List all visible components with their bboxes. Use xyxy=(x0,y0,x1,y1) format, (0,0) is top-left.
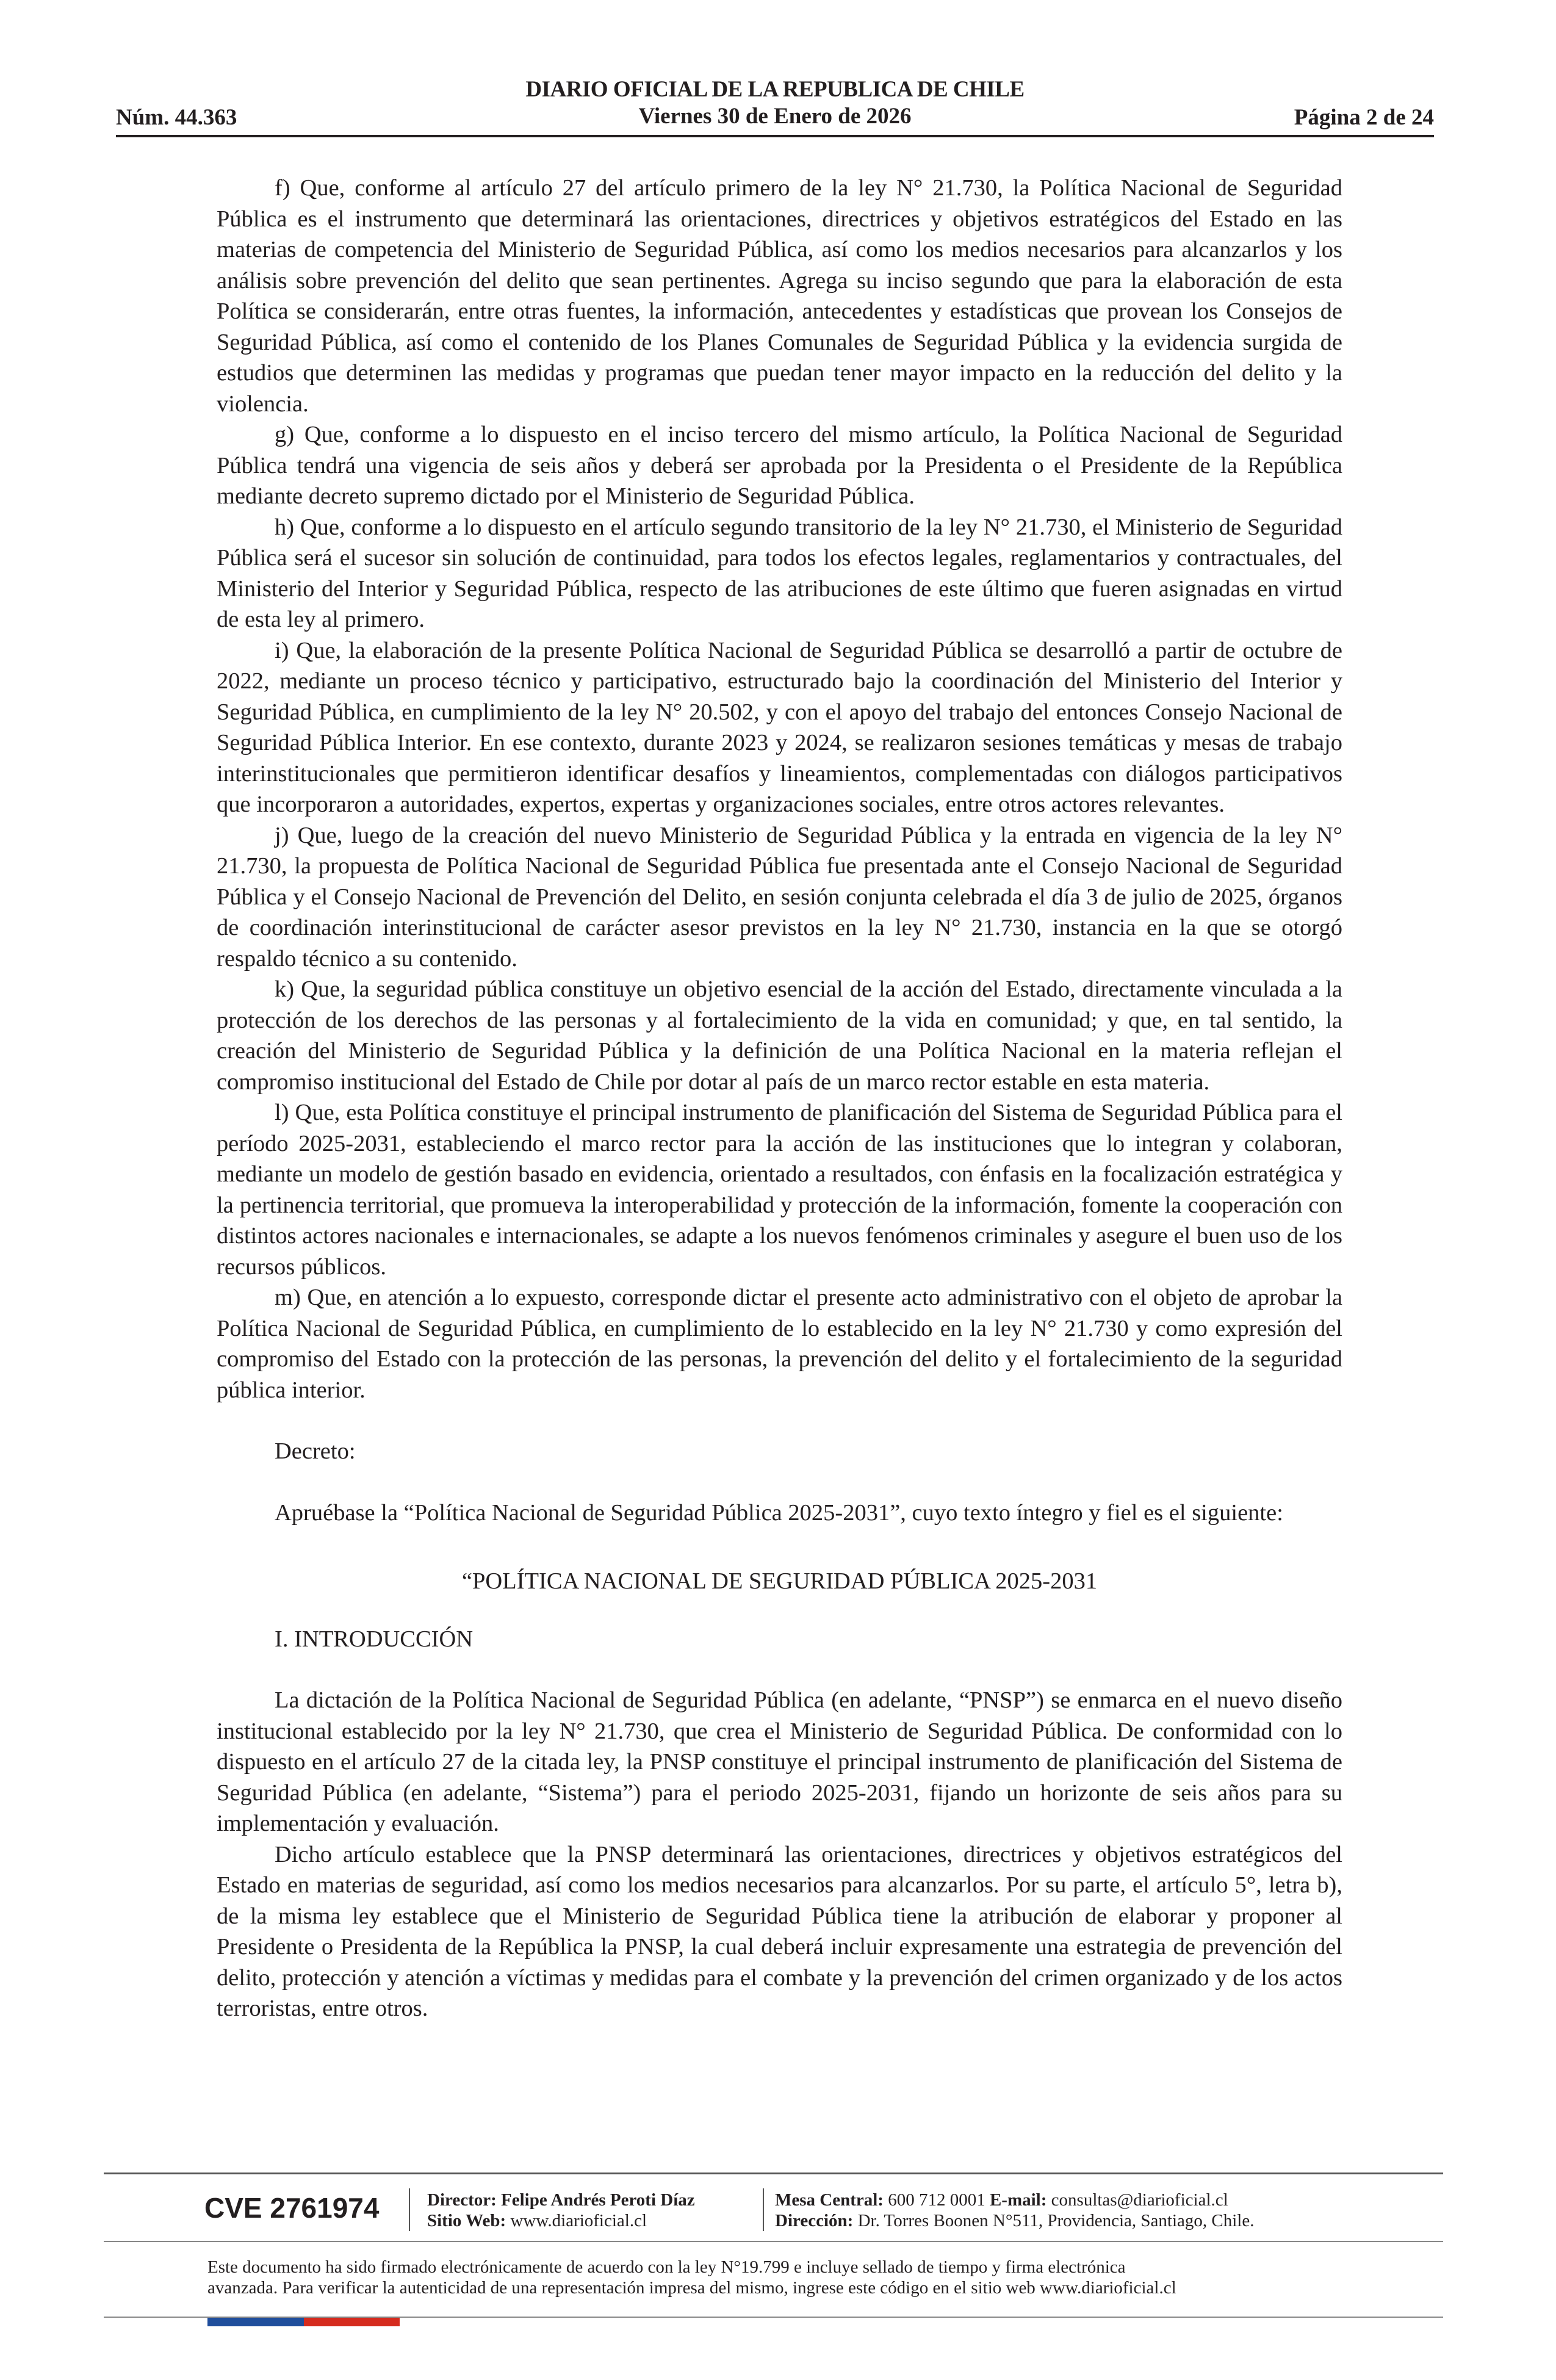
decreto-label: Decreto: xyxy=(275,1438,356,1464)
signature-note xyxy=(207,2257,1428,2298)
document-body xyxy=(217,173,1342,2024)
paragraph-k: k) Que, la seguridad pública constituye un objetivo esencial de la acción del Estado, directamente vinculada a la protección de los derechos de las personas y al fortalecimiento de la vida en comunidad; y que, en tal sentido, la creación del Ministerio de Seguridad Pública y la definición de una Política Nacional en la materia reflejan el compromiso institucional del Estado de Chile por dotar al país de un marco rector estable en esta materia. xyxy=(217,976,1342,1095)
address-label: Dirección: xyxy=(775,2211,854,2230)
flag-blue-segment xyxy=(207,2318,304,2326)
director-label: Director: xyxy=(427,2190,497,2210)
signature-note-line: avanzada. Para verificar la autenticidad de una representación impresa del mismo, ingrese este código en el sitio web www.diarioficial.cl xyxy=(207,2278,1176,2298)
footer-top-rule xyxy=(104,2173,1443,2174)
page-header xyxy=(116,76,1434,143)
cve-code: CVE 2761974 xyxy=(204,2192,380,2224)
issue-date: Viernes 30 de Enero de 2026 xyxy=(638,104,912,129)
section-heading: I. INTRODUCCIÓN xyxy=(275,1626,474,1652)
footer-separator xyxy=(763,2188,764,2231)
page-number: Página 2 de 24 xyxy=(1294,105,1434,130)
web-label: Sitio Web: xyxy=(427,2211,506,2230)
newspaper-title: DIARIO OFICIAL DE LA REPUBLICA DE CHILE xyxy=(525,77,1025,102)
footer-contact-block xyxy=(775,2190,1254,2231)
paragraph-i: i) Que, la elaboración de la presente Política Nacional de Seguridad Pública se desarrolló a partir de octubre de 2022, mediante un proceso técnico y participativo, estructurado bajo la coordinación del Ministerio del Interior y Seguridad Pública, en cumplimiento de la ley N° 20.502, y con el apoyo del trabajo del entonces Consejo Nacional de Seguridad Pública Interior. En ese contexto, durante 2023 y 2024, se realizaron sesiones temáticas y mesas de trabajo interinstitucionales que permitieron identificar desafíos y lineamientos, complementadas con diálogos participativos que incorporaron a autoridades, expertos, expertas y organizaciones sociales, entre otros actores relevantes. xyxy=(217,637,1342,817)
page-footer xyxy=(104,2173,1443,2356)
policy-title: “POLÍTICA NACIONAL DE SEGURIDAD PÚBLICA 2025-2031 xyxy=(461,1568,1098,1594)
intro-paragraph-1: La dictación de la Política Nacional de Seguridad Pública (en adelante, “PNSP”) se enmarca en el nuevo diseño institucional establecido por la ley N° 21.730, que crea el Ministerio de Seguridad Pública. De conformidad con lo dispuesto en el artículo 27 de la citada ley, la PNSP constituye el principal instrumento de planificación del Sistema de Seguridad Pública (en adelante, “Sistema”) para el periodo 2025-2031, fijando un horizonte de seis años para su implementación y evaluación. xyxy=(217,1687,1342,1836)
paragraph-g: g) Que, conforme a lo dispuesto en el inciso tercero del mismo artículo, la Política Nacional de Seguridad Pública tendrá una vigencia de seis años y deberá ser aprobada por la Presidenta o el Presidente de la República mediante decreto supremo dictado por el Ministerio de Seguridad Pública. xyxy=(217,422,1342,509)
header-center xyxy=(116,76,1434,130)
paragraph-f: f) Que, conforme al artículo 27 del artículo primero de la ley N° 21.730, la Política Nacional de Seguridad Pública es el instrumento que determinará las orientaciones, directrices y objetivos estratégicos del Estado en las materias de competencia del Ministerio de Seguridad Pública, así como los medios necesarios para alcanzarlos y los análisis sobre prevención del delito que sean pertinentes. Agrega su inciso segundo que para la elaboración de esta Política se considerarán, entre otras fuentes, la información, antecedentes y estadísticas que provean los Consejos de Seguridad Pública, así como el contenido de los Planes Comunales de Seguridad Pública y la evidencia surgida de estudios que determinen las medidas y programas que puedan tener mayor impacto en la reducción del delito y la violencia. xyxy=(217,175,1342,417)
web-link[interactable]: www.diarioficial.cl xyxy=(510,2211,647,2230)
director-name: Felipe Andrés Peroti Díaz xyxy=(501,2190,695,2210)
email-label: E-mail: xyxy=(989,2190,1047,2210)
issue-number: Núm. 44.363 xyxy=(116,105,237,130)
flag-red-segment xyxy=(304,2318,400,2326)
footer-separator xyxy=(409,2188,410,2231)
paragraph-h: h) Que, conforme a lo dispuesto en el artículo segundo transitorio de la ley N° 21.730, el Ministerio de Seguridad Pública será el sucesor sin solución de continuidad, para todos los efectos legales, reglamentarios y contractuales, del Ministerio del Interior y Seguridad Pública, respecto de las atribuciones de este último que fueren asignadas en virtud de esta ley al primero. xyxy=(217,514,1342,632)
address-value: Dr. Torres Boonen N°511, Providencia, Santiago, Chile. xyxy=(857,2211,1255,2230)
mesa-phone: 600 712 0001 xyxy=(888,2190,985,2210)
flag-stripe xyxy=(207,2318,400,2326)
header-rule xyxy=(116,135,1434,137)
signature-note-line: Este documento ha sido firmado electrónicamente de acuerdo con la ley N°19.799 e incluye sellado de tiempo y firma electrónica xyxy=(207,2257,1126,2277)
email-link[interactable]: consultas@diarioficial.cl xyxy=(1051,2190,1228,2210)
footer-middle-rule xyxy=(104,2241,1443,2242)
paragraph-m: m) Que, en atención a lo expuesto, corresponde dictar el presente acto administrativo con el objeto de aprobar la Política Nacional de Seguridad Pública, en cumplimiento de lo establecido en la ley N° 21.730 y como expresión del compromiso del Estado con la protección de las personas, la prevención del delito y el fortalecimiento de la seguridad pública interior. xyxy=(217,1285,1342,1403)
paragraph-j: j) Que, luego de la creación del nuevo Ministerio de Seguridad Pública y la entrada en vigencia de la ley N° 21.730, la propuesta de Política Nacional de Seguridad Pública fue presentada ante el Consejo Nacional de Seguridad Pública y el Consejo Nacional de Prevención del Delito, en sesión conjunta celebrada el día 3 de julio de 2025, órganos de coordinación interinstitucional de carácter asesor previstos en la ley N° 21.730, instancia en la que se otorgó respaldo técnico a su contenido. xyxy=(217,822,1342,972)
paragraph-l: l) Que, esta Política constituye el principal instrumento de planificación del Sistema de Seguridad Pública para el período 2025-2031, estableciendo el marco rector para la acción de las instituciones que lo integran y colaboran, mediante un modelo de gestión basado en evidencia, orientado a resultados, con énfasis en la focalización estratégica y la pertinencia territorial, que promueva la interoperabilidad y protección de la información, fomente la cooperación con distintos actores nacionales e internacionales, se adapte a los nuevos fenómenos criminales y asegure el buen uso de los recursos públicos. xyxy=(217,1100,1342,1280)
apruebase-paragraph: Apruébase la “Política Nacional de Seguridad Pública 2025-2031”, cuyo texto íntegro y fiel es el siguiente: xyxy=(275,1499,1283,1526)
intro-paragraph-2: Dicho artículo establece que la PNSP determinará las orientaciones, directrices y objetivos estratégicos del Estado en materias de seguridad, así como los medios necesarios para alcanzarlos. Por su parte, el artículo 5°, letra b), de la misma ley establece que el Ministerio de Seguridad Pública tiene la atribución de elaborar y proponer al Presidente o Presidenta de la República la PNSP, la cual deberá incluir expresamente una estrategia de prevención del delito, protección y atención a víctimas y medidas para el combate y la prevención del crimen organizado y de los actos terroristas, entre otros. xyxy=(217,1841,1342,2021)
mesa-label: Mesa Central: xyxy=(775,2190,884,2210)
footer-director-block xyxy=(427,2190,695,2231)
